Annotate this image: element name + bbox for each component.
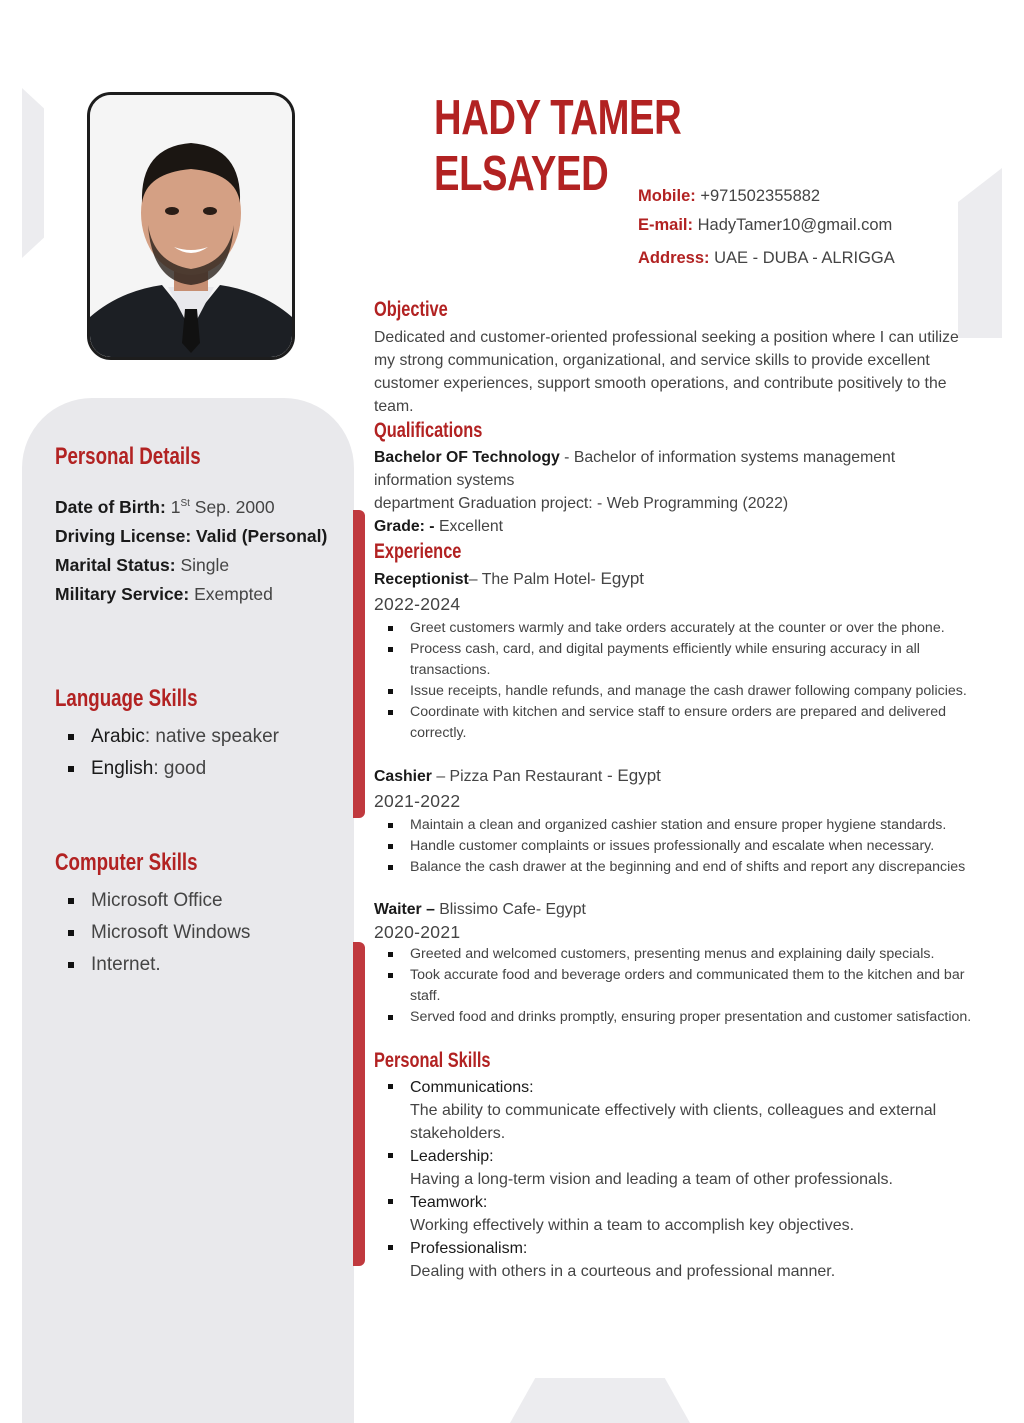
list-item [66,753,279,785]
license-line [55,526,327,547]
skill-description: The ability to communicate effectively with clients, colleagues and external stakeholders. [410,1102,937,1142]
list-item: Microsoft Office [66,885,250,917]
language-name: English [91,758,154,779]
address-label: Address: [638,249,710,267]
military-value: Exempted [194,584,273,604]
job-separator: – [468,571,482,588]
list-item [385,1145,985,1191]
personal-details-heading: Personal Details [55,443,201,470]
skill-name: Teamwork: [410,1194,488,1211]
list-item: Microsoft Windows [66,917,250,949]
objective-text [374,326,959,418]
license-value: Driving License: Valid (Personal) [55,526,328,546]
job-years: 2022-2024 [374,594,461,614]
contact-mobile [638,187,820,206]
military-line [55,584,273,605]
skill-name: Communications: [410,1079,534,1096]
job-role: Receptionist [374,571,469,588]
candidate-name: HADY TAMER ELSAYED [434,91,682,201]
list-item [385,1237,985,1283]
list-item: Served food and drinks promptly, ensuring proper presentation and customer satisfaction. [385,1007,985,1028]
job-role: Waiter – [374,901,435,918]
objective-heading: Objective [374,298,448,321]
language-list [66,721,279,785]
job-company: The Palm Hotel- [481,571,596,588]
language-level: : native speaker [144,726,279,747]
list-item: Balance the cash drawer at the beginning and end of shifts and report any discrepancies [385,857,985,878]
skill-description: Having a long-term vision and leading a team of other professionals. [410,1171,893,1188]
job-title-line [374,766,661,786]
job-years: 2021-2022 [374,791,461,811]
list-item: Maintain a clean and organized cashier station and ensure proper hygiene standards. [385,815,985,836]
list-item [66,721,279,753]
language-level: : good [153,758,207,779]
experience-heading: Experience [374,540,462,563]
decorative-shape-right [958,168,1002,338]
address-value: UAE - DUBA - ALRIGGA [714,249,895,267]
skill-name: Leadership: [410,1148,494,1165]
skill-description: Working effectively within a team to accomplish key objectives. [410,1217,855,1234]
marital-label: Marital Status: [55,555,176,575]
mobile-value: +971502355882 [700,187,821,205]
job-company: Blissimo Cafe- Egypt [439,901,586,918]
job-years: 2020-2021 [374,922,461,942]
list-item [385,1076,985,1145]
qualifications-text [374,446,895,538]
objective-line: Dedicated and customer-oriented professional seeking a position where I can utilize [374,329,959,346]
job-title-line [374,899,586,919]
grade-label: Grade: - [374,518,435,535]
accent-bar-bottom [353,942,365,1266]
dob-label: Date of Birth: [55,497,166,517]
accent-bar-top [353,510,365,818]
skill-description: Dealing with others in a courteous and professional manner. [410,1263,836,1280]
job-country: - Egypt [602,766,661,785]
degree-name: Bachelor OF Technology [374,449,560,466]
profile-photo [87,92,295,360]
contact-email [638,216,892,235]
language-name: Arabic [91,726,145,747]
marital-line [55,555,229,576]
list-item: Greet customers warmly and take orders accurately at the counter or over the phone. [385,618,985,639]
objective-line: team. [374,398,414,415]
list-item: Coordinate with kitchen and service staff to ensure orders are prepared and delivered correctly. [385,702,985,744]
military-label: Military Service: [55,584,190,604]
list-item: Process cash, card, and digital payments efficiently while ensuring accuracy in all transactions. [385,639,985,681]
contact-address [638,249,895,268]
job-duties [385,944,985,1028]
personal-skills-heading: Personal Skills [374,1049,491,1072]
language-skills-heading: Language Skills [55,685,198,712]
list-item [385,1191,985,1237]
grade-value: Excellent [434,518,504,535]
objective-line: customer experiences, support smooth operations, and contribute positively to the [374,375,947,392]
job-country: Egypt [595,569,645,588]
dob-suffix: St [180,498,190,510]
computer-skills-list [66,885,250,981]
job-role: Cashier [374,768,432,785]
qualification-line: department Graduation project: - Web Programming (2022) [374,495,789,512]
job-duties [385,618,985,744]
skill-name: Professionalism: [410,1240,528,1257]
list-item: Issue receipts, handle refunds, and manage the cash drawer following company policies. [385,681,985,702]
dob-line [55,497,275,518]
decorative-shape-bottom [510,1378,690,1423]
computer-skills-heading: Computer Skills [55,849,198,876]
email-label: E-mail: [638,216,694,234]
job-title-line [374,569,644,589]
personal-skills-list [385,1076,985,1283]
mobile-label: Mobile: [638,187,696,205]
job-duties [385,815,985,878]
dob-day: 1 [170,497,181,517]
list-item: Internet. [66,949,250,981]
dob-rest: Sep. 2000 [194,497,275,517]
list-item: Handle customer complaints or issues professionally and escalate when necessary. [385,836,985,857]
qualifications-heading: Qualifications [374,419,483,442]
list-item: Took accurate food and beverage orders and communicated them to the kitchen and bar staff. [385,965,985,1007]
objective-line: my strong communication, organizational, and service skills to provide excellent [374,352,930,369]
list-item: Greeted and welcomed customers, presenting menus and explaining daily specials. [385,944,985,965]
degree-detail: - Bachelor of information systems management [559,449,896,466]
marital-value: Single [180,555,230,575]
job-separator: – [431,768,450,785]
job-company: Pizza Pan Restaurant [449,768,603,785]
qualification-line: information systems [374,472,515,489]
email-value: HadyTamer10@gmail.com [697,216,893,234]
decorative-shape-left [22,88,44,258]
